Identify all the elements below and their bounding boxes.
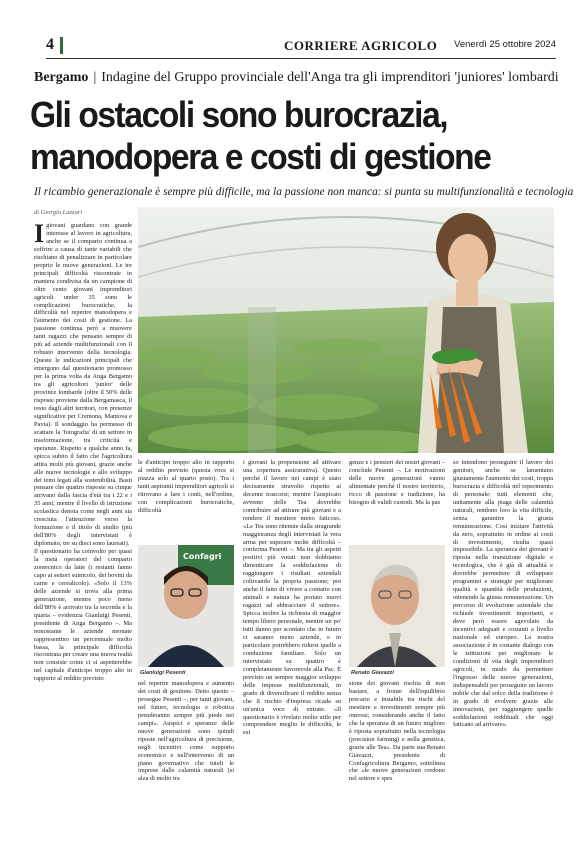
svg-text:Confagri: Confagri [183, 552, 222, 561]
article-column-4-bottom: sione dei giovani rischia di non bastare, a fronte dell'equilibrio precario e instabile tra rischi del mestiere e investimenti sempre più onerosi; considerando anche il fatto che la speranza di un futuro migliore è riposta soprattutto nella tecnologia (precision farming) e nella genetica, grazie alle Tea». Da parte sua Renato Giavazzi, presidente di Confagricoltura Bergamo, sottolinea che «le nuove generazioni credono nel settore e spes [349, 680, 445, 783]
caption-giavazzi: Renato Giavazzi [351, 670, 394, 676]
page-number: 4 [46, 36, 54, 53]
article-column-5: so intendono proseguire il lavoro dei genitori, anche se lamentano giustamente l'aumento dei costi, troppa burocrazia e difficoltà nel reperimento di personale: tutti elementi che, unitamente alla piaga delle calamità naturali, rendono loro la vita difficile, senza garantire la giusta remunerazione. Così iniziare l'attività da zero, soprattutto in ordine ai costi di investimento, risulta quasi impossibile. La speranza dei giovani è riposta nella transizione digitale e tecnologica, che è già di attualità e dovrebbe permettere di sviluppare programmi e strategie per migliorare qualità e quantità delle produzioni, ottenendo la giusta remunerazione. Un percorso di evoluzione aziendale che richiede investimenti importanti, e deve però essere agevolato da incentivi adeguati e costanti a livello nazionale ed europeo. La nostra associazione è in costante dialogo con le istituzioni per migliorare le condizioni di vita degli imprenditori agricoli, in modo da permettere l'ingresso delle nuove generazioni, indispensabili per proseguire un lavoro nobile che dal solco della tradizione è in grado di evolvere grazie alle innovazioni, per raggiungere quelle soddisfazioni reddituali che oggi faticano ad arrivare». [453, 459, 553, 729]
article-kicker [34, 70, 574, 86]
title-line-2: manodopera e costi di gestione [30, 136, 491, 177]
article-column-2-top: le d'anticipo troppo alto in rapporto al reddito previsto (questa voce si piazza solo al quarto posto). Tra i tanti aspiranti imprenditori agricoli si ritrovano a fare i conti, nell'ordine, con complicazioni burocratiche, difficoltà [138, 459, 234, 514]
article-subtitle: Il ricambio generazionale è sempre più difficile, ma la passione non manca: si punta su multifunzionalità e tecnologia [34, 186, 574, 198]
caption-pesenti: Gianluigi Pesenti [140, 670, 186, 676]
portrait-gianluigi-pesenti [138, 545, 234, 667]
header-divider [60, 37, 63, 54]
header-rule [46, 58, 556, 59]
portrait-renato-giavazzi [349, 545, 445, 667]
article-column-3: i giovani la propensione ad attivare una copertura assicurativa). Questo perché il lavoro nei campi è stato decisamente stravolto rispetto ai decenni trascorsi; mentre l'auspicato avvento delle Tea dovrebbe contribuire ad attirare più giovani e a rendere il mestiere meno faticoso. «Le Tea sono ritenute dalla stragrande maggioranza degli intervistati la vera arma per superare molte difficoltà – conferma Pesenti –. Ma tra gli aspetti positivi più votati non dobbiamo dimenticare la soddisfazione di raggiungere i risultati aziendali coltivando la propria passione; poi anche il fatto di vivere a contatto con animali e natura ha portato nuovi ragazzi ad abbracciare il settore». Spicca inoltre la richiesta di maggior tempo libero personale, mentre un po' tutti danno per scontato che in futuro ci saranno meno aziende, e in particolare potrebbero ridursi quelle a conduzione familiare. Solo un intervistato su quattro è completamente favorevole alla Pac. È previsto un sempre maggior sviluppo delle imprese multifunzionali, in grado di diversificare il reddito senza che il rischio d'impresa ricada su un'unica voce di entrate. «Il questionario è rivelato molto utile per comprendere meglio le difficoltà, le esi [243, 459, 341, 737]
newspaper-name: CORRIERE AGRICOLO [284, 38, 438, 53]
kicker-text: Indagine del Gruppo provinciale dell'Anga tra gli imprenditori 'juniores' lombardi [101, 70, 559, 85]
column-1-text-2: Il questionario ha coinvolto per quasi la metà operatori del comparto zootecnico da latte (i restanti fanno capo ai settori suinicolo, dei bovini da carne e cerealicolo). «Solo il 13% delle aziende si trova alla prima generazione, mentre poco meno dell'80% è arrivato tra la seconda e la quarta – evidenzia Gianluigi Pesenti, presidente di Anga Bergamo –. Ma nonostante le aziende neonate rappresentino un percentuale molto bassa, la principale difficoltà riscontrata per creare una nuova realtà non consiste come ci si aspetterebbe nel capitale d'anticipo troppo alto in rapporto al reddito previsto [34, 548, 132, 683]
issue-date: Venerdì 25 ottobre 2024 [454, 39, 556, 50]
page-header [46, 34, 556, 56]
kicker-separator: | [93, 70, 97, 85]
article-column-2-bottom: nel reperire manodopera e aumento dei costi di gestione. Detto questo – prosegue Pesenti –, per tanti giovani, nel futuro, tecnologia e robotica prenderanno sempre più piede nei campi». Auspici e speranze delle nuove generazioni sono quindi riposte nell'agricoltura di precisione, negli incentivi come supporto economico e nell'intervento di un piano governativo che tuteli le imprese dalle calamità naturali (si alza di molto tra [138, 680, 234, 783]
drop-cap: I [34, 222, 45, 248]
column-1-text: giovani guardano con grande interesse al lavoro in agricoltura, anche se il comparto continua a soffrire a causa di tante variabili che rischiano di penalizzare in particolare proprio le nuove generazioni. Le tre principali difficoltà riscontrate in maniera condivisa da un campione di oltre cento giovani imprenditori agricoli under 35 sono le complicazioni burocratiche, la difficoltà nel reperire manodopera e l'aumento dei costi di gestione. La passione continua però a muovere tanti ragazzi che pensano sempre di più ad aziende multifunzionali con il robusto intervento della tecnologia. Queste le indicazioni principali che emergono dal questionario promosso per la prima volta da Anga Bergamo tra gli agricoltori 'junior' delle province lombarde (oltre il 50% delle risposte proviene dalla Bergamasca, il resto dagli altri territori, con presenze significative per Cremona, Mantova e Pavia). Il sondaggio ha permesso di scattare la 'fotografia' di un settore in trasformazione, tra criticità e speranze. Rispetto a qualche anno fa, spicca subito il fatto che l'agricoltura attira molti più giovani, grazie anche alle nuove tecnologie e allo sviluppo dei temi legati alla sostenibilità. Basti pensare che quattro risposte su cinque arrivano dalla fascia d'età tra i 22 e i 35 anni, mentre il livello di istruzione scolastica denota come negli anni sia cresciuta l'attenzione verso la formazione e il titolo di studio (più dell'80% degli intervistati è diplomato, tre su dieci sono laureati). [34, 222, 132, 548]
byline: di Giorgio Lazzari [34, 209, 83, 216]
title-line-1: Gli ostacoli sono burocrazia, [30, 94, 448, 135]
article-title [30, 94, 532, 178]
article-column-4-top: genze e i pensieri dei nostri giovani – conclude Pesenti –. Le motivazioni delle nuove generazioni vanno alimentate perché il nostro territorio, ricco di passione e tradizione, ha bisogno di validi custodi. Ma la pas [349, 459, 445, 506]
location-label: Bergamo [34, 70, 89, 85]
main-photo-farmer-with-carrots [138, 207, 554, 453]
article-column-1 [34, 222, 132, 834]
